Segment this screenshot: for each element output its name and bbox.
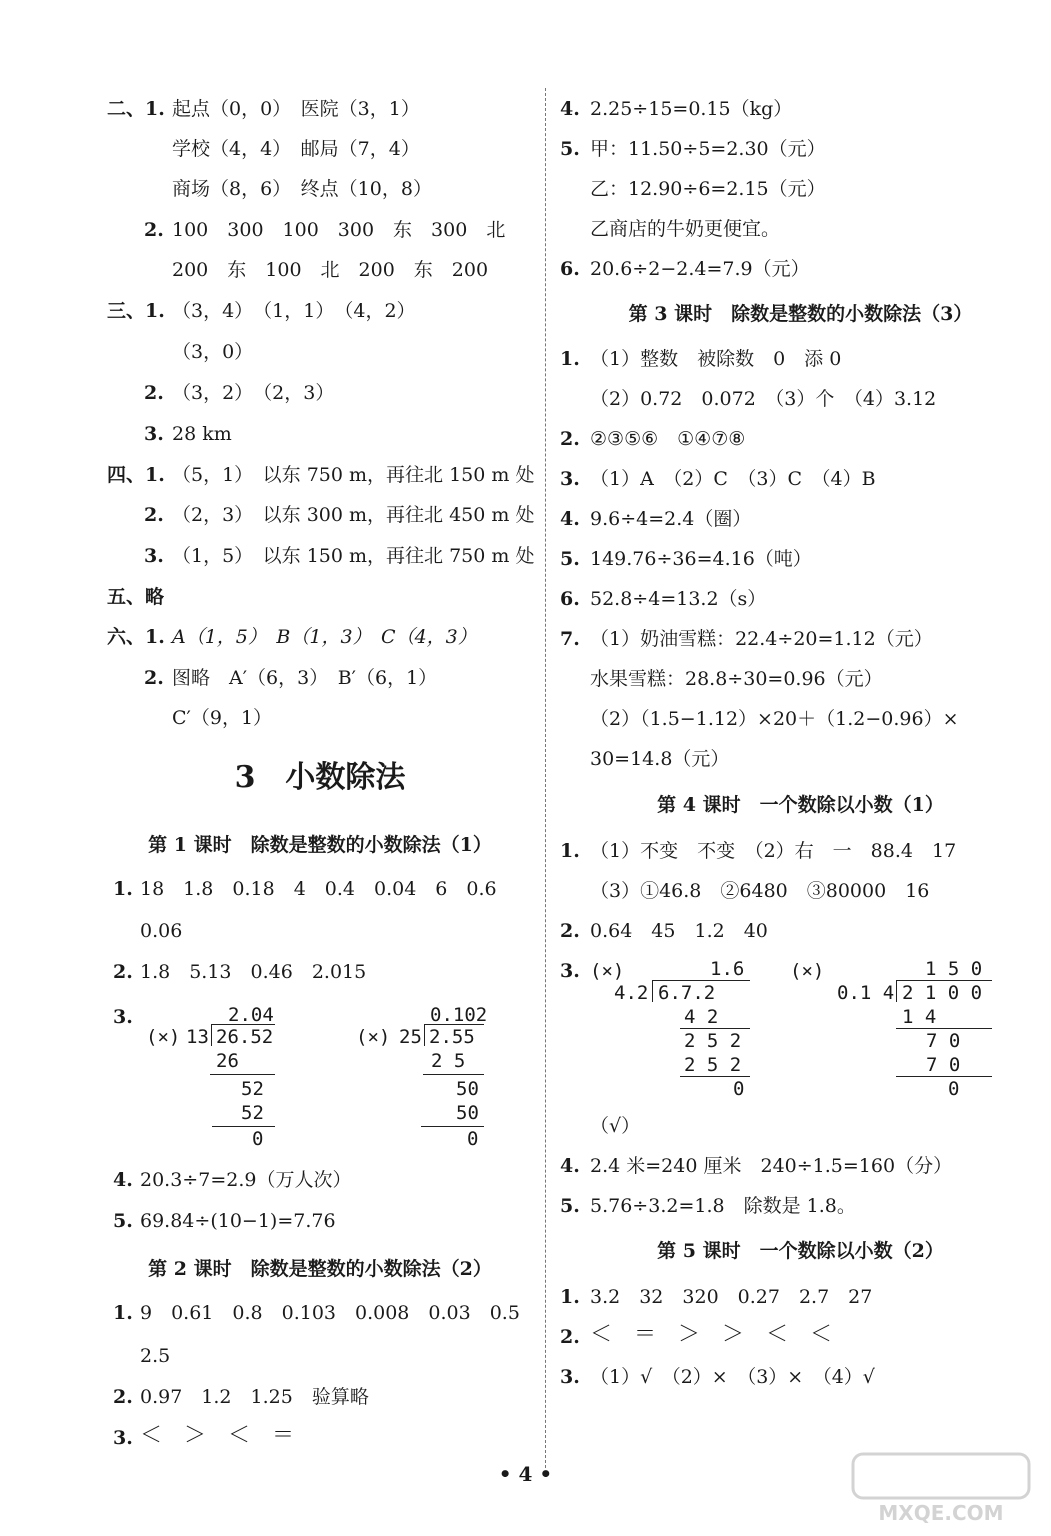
lesson-title: 第 5 课时 一个数除以小数（2） <box>657 1240 944 1262</box>
answer-line: 乙：12.90÷6=2.15（元） <box>590 178 826 200</box>
answer-line: 18 1.8 0.18 4 0.4 0.04 6 0.6 <box>140 878 497 900</box>
answer-line: （√） <box>590 1115 641 1137</box>
item-number: 7. <box>560 628 580 650</box>
partial-product: 52 <box>241 1102 264 1124</box>
section-label: 五、略 <box>107 586 165 608</box>
result-mark: (×) <box>790 960 825 982</box>
answer-line: 甲：11.50÷5=2.30（元） <box>590 138 826 160</box>
divisor: 13 <box>186 1026 209 1048</box>
answer-line: ＜ ＝ ＞ ＞ ＜ ＜ <box>590 1322 833 1347</box>
item-number: 1. <box>113 1302 133 1324</box>
item-number: 1. <box>560 840 580 862</box>
item-number: 六、1. <box>107 626 165 648</box>
division-line <box>680 1028 750 1029</box>
quotient: 1 5 0 <box>925 958 983 980</box>
answer-line: 200 东 100 北 200 东 200 <box>172 259 489 281</box>
item-number: 1. <box>560 348 580 370</box>
item-number: 4. <box>560 508 580 530</box>
item-number: 1. <box>560 1286 580 1308</box>
item-number: 2. <box>560 920 580 942</box>
quotient: 1.6 <box>710 958 745 980</box>
dividend: 2 1 0 0 <box>902 982 983 1004</box>
answer-line: 水果雪糕：28.8÷30=0.96（元） <box>590 668 883 690</box>
answer-line: 2.5 <box>140 1345 171 1367</box>
division-bar <box>896 980 992 981</box>
answer-line: 3.2 32 320 0.27 2.7 27 <box>590 1286 873 1308</box>
division-bar <box>652 980 750 981</box>
answer-line: （1）√ （2）× （3）× （4）√ <box>590 1366 875 1388</box>
item-number: 4. <box>560 1155 580 1177</box>
item-number: 4. <box>113 1169 133 1191</box>
item-number: 2. <box>560 1326 580 1348</box>
item-number: 5. <box>560 1195 580 1217</box>
watermark-text: MXQE.COM <box>878 1501 1004 1525</box>
answer-line: 商场（8，6） 终点（10，8） <box>172 178 432 200</box>
answer-line: （1，5） 以东 150 m，再往北 750 m 处 <box>172 545 535 567</box>
answer-line: ②③⑤⑥ ①④⑦⑧ <box>590 428 746 450</box>
answer-line: 28 km <box>172 423 232 445</box>
answer-line: （1）A （2）C （3）C （4）B <box>590 468 876 490</box>
item-number: 5. <box>560 138 580 160</box>
item-number: 3. <box>144 545 164 567</box>
division-bracket <box>424 1024 425 1046</box>
answer-line: 起点（0，0） 医院（3，1） <box>172 98 420 120</box>
answer-line: 9.6÷4=2.4（圈） <box>590 508 752 530</box>
answer-line: 图略 A′（6，3） B′（6，1） <box>172 667 438 689</box>
division-line <box>680 1076 750 1077</box>
answer-line: 0.06 <box>140 920 183 942</box>
item-number: 2. <box>144 504 164 526</box>
answer-line: （2）（1.5−1.12）×20＋（1.2−0.96）× <box>590 708 959 730</box>
remainder: 0 <box>948 1078 960 1100</box>
item-number: 2. <box>113 961 133 983</box>
partial-product: 26 <box>216 1050 239 1072</box>
item-number: 5. <box>113 1210 133 1232</box>
partial-product: 2 5 2 <box>684 1054 742 1076</box>
answer-line: （1）整数 被除数 0 添 0 <box>590 348 842 370</box>
item-number: 3. <box>113 1006 133 1028</box>
item-number: 三、1. <box>107 300 165 322</box>
lesson-title: 第 2 课时 除数是整数的小数除法（2） <box>148 1258 492 1280</box>
answer-line: （3，2） （2，3） <box>172 382 335 404</box>
answer-line: 20.6÷2−2.4=7.9（元） <box>590 258 810 280</box>
remainder: 7 0 <box>926 1030 961 1052</box>
result-mark: (×) <box>590 960 625 982</box>
answer-line: 0.97 1.2 1.25 验算略 <box>140 1386 369 1408</box>
answer-line: （2）0.72 0.072 （3）个 （4）3.12 <box>590 388 937 410</box>
answer-line: 1.8 5.13 0.46 2.015 <box>140 961 367 983</box>
result-mark: (×) <box>146 1026 181 1048</box>
item-number: 6. <box>560 588 580 610</box>
answer-line: （5，1） 以东 750 m，再往北 150 m 处 <box>172 464 535 486</box>
answer-line: 30=14.8（元） <box>590 748 730 770</box>
item-number: 3. <box>560 1366 580 1388</box>
answer-line: 2.25÷15=0.15（kg） <box>590 98 793 120</box>
division-line <box>896 1028 992 1029</box>
item-number: 3. <box>560 960 580 982</box>
quotient: 0.102 <box>430 1004 488 1026</box>
division-line <box>212 1126 275 1127</box>
dividend: 2.55 <box>429 1026 475 1048</box>
item-number: 2. <box>144 667 164 689</box>
partial-product: 1 4 <box>902 1006 937 1028</box>
item-number: 5. <box>560 548 580 570</box>
answer-line: 5.76÷3.2=1.8 除数是 1.8。 <box>590 1195 856 1217</box>
item-number: 2. <box>113 1386 133 1408</box>
answer-line: 20.3÷7=2.9（万人次） <box>140 1169 352 1191</box>
remainder: 2 5 2 <box>684 1030 742 1052</box>
remainder: 0 <box>733 1078 745 1100</box>
divisor: 0.1 4 <box>837 982 895 1004</box>
item-number: 四、1. <box>107 464 165 486</box>
answer-line: 9 0.61 0.8 0.103 0.008 0.03 0.5 <box>140 1302 520 1324</box>
remainder: 50 <box>456 1078 479 1100</box>
dividend: 6.7.2 <box>658 982 716 1004</box>
partial-product: 4 2 <box>684 1006 719 1028</box>
answer-line: C′（9，1） <box>172 707 273 729</box>
divisor: 25 <box>399 1026 422 1048</box>
division-bracket <box>652 980 653 1002</box>
answer-line: 52.8÷4=13.2（s） <box>590 588 767 610</box>
division-line <box>423 1074 484 1075</box>
answer-line: （1）不变 不变 （2）右 一 88.4 17 <box>590 840 957 862</box>
answer-line: 100 300 100 300 东 300 北 <box>172 219 506 241</box>
watermark-logo <box>847 1448 1037 1528</box>
answer-line: ＜ ＞ ＜ ＝ <box>140 1423 295 1448</box>
answer-line: 69.84÷(10−1)=7.76 <box>140 1210 336 1232</box>
division-bracket <box>896 980 897 1002</box>
answer-line: 学校（4，4） 邮局（7，4） <box>172 138 420 160</box>
answer-line: A（1，5） B（1，3） C（4，3） <box>172 626 477 648</box>
division-bar <box>211 1024 275 1025</box>
division-line <box>421 1126 484 1127</box>
answer-line: （2，3） 以东 300 m，再往北 450 m 处 <box>172 504 535 526</box>
item-number: 2. <box>144 219 164 241</box>
item-number: 3. <box>113 1427 133 1449</box>
division-line <box>896 1076 992 1077</box>
lesson-title: 第 1 课时 除数是整数的小数除法（1） <box>148 834 492 856</box>
partial-product: 2 5 <box>431 1050 466 1072</box>
item-number: 3. <box>144 423 164 445</box>
lesson-title: 第 4 课时 一个数除以小数（1） <box>657 794 944 816</box>
item-number: 6. <box>560 258 580 280</box>
answer-line: 149.76÷36=4.16（吨） <box>590 548 812 570</box>
division-bracket <box>211 1024 212 1046</box>
remainder: 0 <box>467 1128 479 1150</box>
item-number: 二、1. <box>107 98 165 120</box>
partial-product: 50 <box>456 1102 479 1124</box>
item-number: 2. <box>560 428 580 450</box>
dividend: 26.52 <box>216 1026 274 1048</box>
answer-line: （3，0） <box>172 341 254 363</box>
answer-line: 乙商店的牛奶更便宜。 <box>590 218 781 240</box>
chapter-title: 3 小数除法 <box>234 760 406 795</box>
answer-line: 0.64 45 1.2 40 <box>590 920 768 942</box>
answer-line: （3，4） （1，1） （4，2） <box>172 300 416 322</box>
lesson-title: 第 3 课时 除数是整数的小数除法（3） <box>628 303 973 325</box>
remainder: 52 <box>241 1078 264 1100</box>
column-divider <box>545 88 546 1468</box>
partial-product: 7 0 <box>926 1054 961 1076</box>
answer-line: （1）奶油雪糕：22.4÷20=1.12（元） <box>590 628 933 650</box>
item-number: 1. <box>113 878 133 900</box>
item-number: 2. <box>144 382 164 404</box>
quotient: 2.04 <box>228 1004 274 1026</box>
page-number: • 4 • <box>498 1462 553 1486</box>
item-number: 3. <box>560 468 580 490</box>
item-number: 4. <box>560 98 580 120</box>
answer-line: 2.4 米=240 厘米 240÷1.5=160（分） <box>590 1155 953 1177</box>
divisor: 4.2 <box>614 982 649 1004</box>
result-mark: (×) <box>356 1026 391 1048</box>
division-bar <box>424 1024 484 1025</box>
remainder: 0 <box>252 1128 264 1150</box>
division-line <box>210 1074 275 1075</box>
answer-line: （3）①46.8 ②6480 ③80000 16 <box>590 880 930 902</box>
